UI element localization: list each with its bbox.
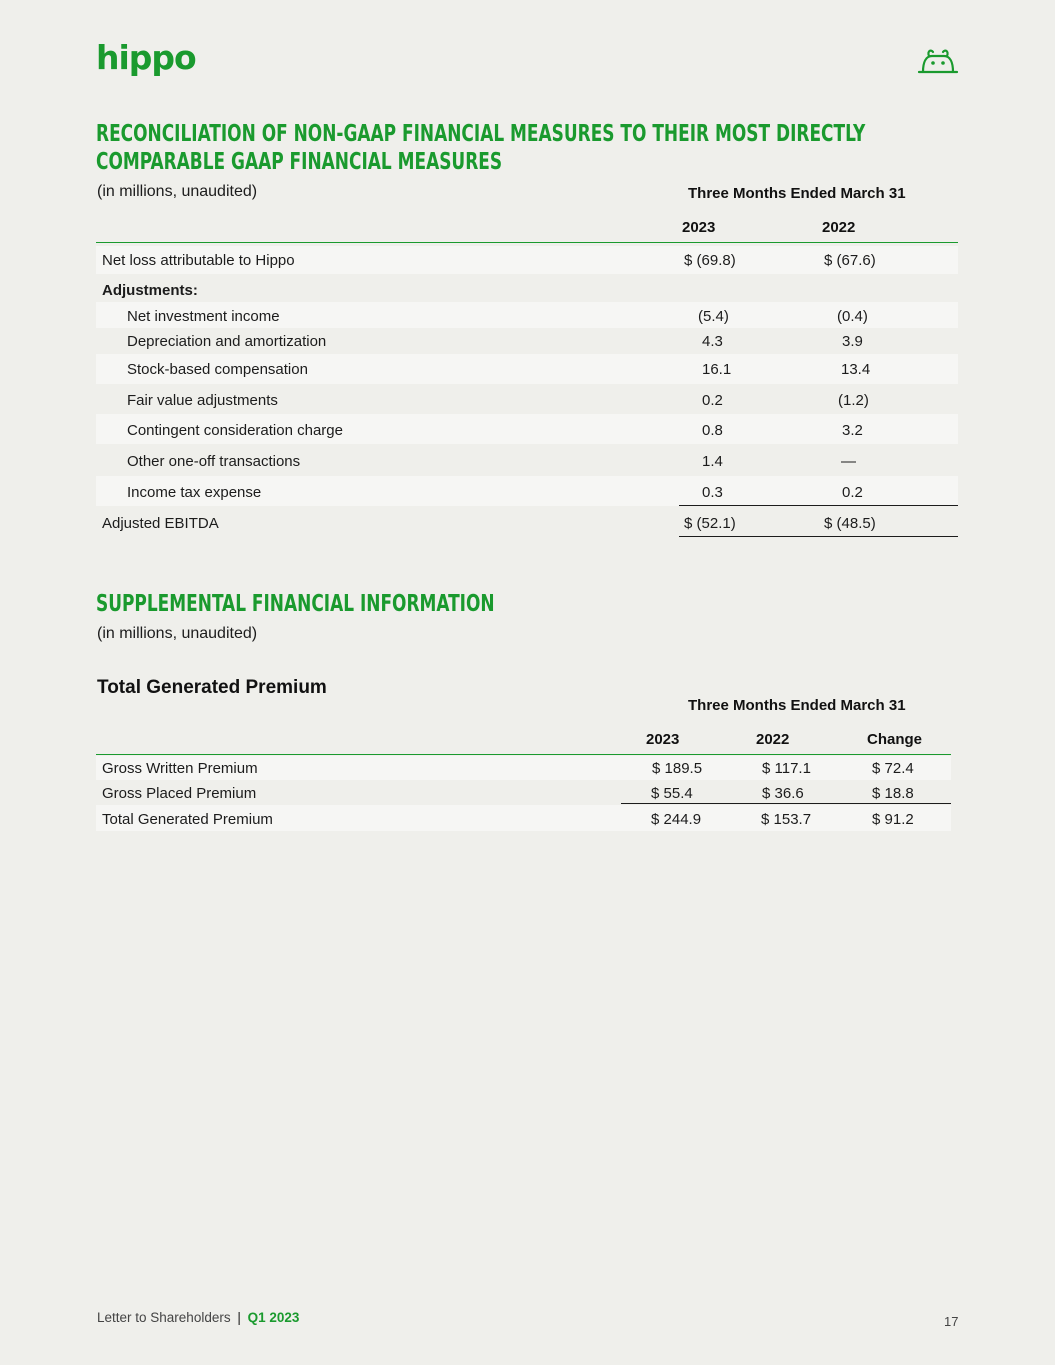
column-header-2023: 2023 [682,219,716,236]
table-row [96,780,951,804]
value-2022: 3.2 [842,422,863,439]
table-row [96,444,958,476]
table-row [96,384,958,414]
reconciliation-title: RECONCILIATION OF NON-GAAP FINANCIAL MEASURES TO THEIR MOST DIRECTLY COMPARABLE GAAP FINANCIAL MEASURES [96,121,866,175]
row-label: Total Generated Premium [102,811,273,828]
row-label: Depreciation and amortization [127,333,327,350]
row-label: Other one-off transactions [127,453,301,470]
footer-quarter: Q1 2023 [247,1310,300,1325]
hippo-logo: hippo [96,38,196,77]
value-change: $ 72.4 [872,760,914,777]
header-rule [96,754,951,755]
table-row-net-loss [96,246,958,274]
row-label: Stock-based compensation [127,361,308,378]
value-2022: $ 117.1 [762,760,811,777]
value-2022: $ 153.7 [761,811,812,828]
table-row [96,476,958,506]
table-row [96,414,958,444]
reconciliation-subtitle: (in millions, unaudited) [97,183,258,200]
value-2023: 1.4 [702,453,723,470]
page-number: 17 [944,1314,959,1329]
total-rule [679,536,958,537]
header-rule [96,242,958,243]
value-2022: (1.2) [838,392,869,409]
subtotal-rule [621,803,951,804]
table-row [96,328,958,354]
row-label: Fair value adjustments [127,392,278,409]
value-2022: $ 36.6 [762,785,804,802]
row-label: Gross Written Premium [102,760,258,777]
value-2023: 4.3 [702,333,723,350]
value-2023: 16.1 [702,361,732,378]
table-row-adjustments [96,276,958,302]
section-title-total-generated-premium: Total Generated Premium [97,677,327,698]
row-label: Contingent consideration charge [127,422,343,439]
row-label: Adjusted EBITDA [102,515,219,532]
row-label: Gross Placed Premium [102,785,257,802]
period-header: Three Months Ended March 31 [688,697,906,714]
value-2023: $ (52.1) [684,515,736,532]
value-2023: 0.8 [702,422,723,439]
table-row-adjusted-ebitda [96,507,958,537]
adjustments-label: Adjustments: [102,282,198,299]
table-row [96,302,958,328]
value-change: $ 18.8 [872,785,914,802]
value-2023: $ (69.8) [684,252,736,269]
footer-separator: | [237,1310,241,1325]
supplemental-subtitle: (in millions, unaudited) [97,625,258,642]
value-2022: $ (48.5) [824,515,876,532]
value-2022: — [841,453,856,470]
column-header-2023: 2023 [646,731,680,748]
footer-text: Letter to Shareholders [97,1310,231,1325]
supplemental-title: SUPPLEMENTAL FINANCIAL INFORMATION [96,591,495,617]
table-row [96,805,951,831]
value-2022: 0.2 [842,484,863,501]
value-2023: $ 55.4 [651,785,693,802]
value-2022: $ (67.6) [824,252,876,269]
hippo-mascot-icon [916,48,960,74]
column-header-change: Change [867,731,923,748]
footer [97,1310,299,1325]
value-2023: $ 244.9 [651,811,702,828]
row-label: Income tax expense [127,484,262,501]
value-change: $ 91.2 [872,811,914,828]
value-2022: (0.4) [837,308,868,325]
value-2023: (5.4) [698,308,729,325]
value-2023: 0.3 [702,484,723,501]
value-2023: $ 189.5 [652,760,703,777]
value-2022: 13.4 [841,361,871,378]
value-2022: 3.9 [842,333,863,350]
table-row [96,354,958,384]
row-label: Net investment income [127,308,280,325]
subtotal-rule [679,505,958,506]
table-row [96,756,951,780]
row-label: Net loss attributable to Hippo [102,252,295,269]
value-2023: 0.2 [702,392,723,409]
column-header-2022: 2022 [756,731,790,748]
column-header-2022: 2022 [822,219,856,236]
period-header: Three Months Ended March 31 [688,185,906,202]
